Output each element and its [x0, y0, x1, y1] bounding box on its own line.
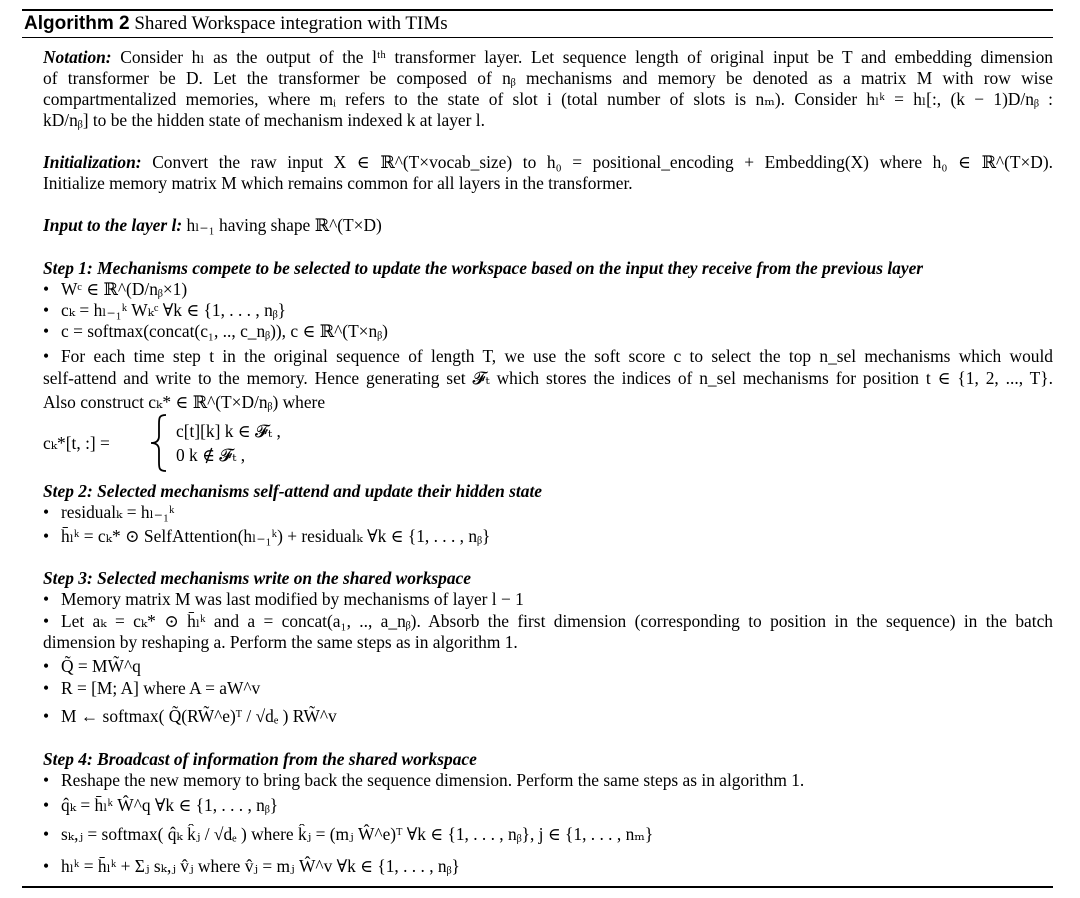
notation-line-4: kD/nᵦ] to be the hidden state of mechanism indexed k at layer l.: [43, 110, 485, 130]
case-2: 0 k ∉ 𝓕ₜ ,: [176, 445, 246, 465]
notation-line-1: Notation: Consider hₗ as the output of the lᵗʰ transformer layer. Let sequence length of original input be T and embedding dimension: [43, 47, 1053, 67]
step3-bullet-4: • R = [M; A] where A = aW^v: [43, 678, 261, 698]
step1-bullet-4-line-1: • For each time step t in the original sequence of length T, we use the soft score c to select the top n_sel mechanisms which would: [43, 346, 1053, 366]
step1-bullet-1: • Wᶜ ∈ ℝ^(D/nᵦ×1): [43, 279, 188, 299]
algorithm-label: Algorithm 2: [24, 13, 130, 34]
step4-bullet-4: • hₗᵏ = h̄ₗᵏ + Σⱼ sₖ,ⱼ v̂ⱼ where v̂ⱼ = mⱼ Ŵ^v ∀k ∈ {1, . . . , nᵦ}: [43, 856, 460, 876]
step3-bullet-5: • M ← softmax( Q̃(RW̃^e)ᵀ / √dₑ ) RW̃^v: [43, 706, 337, 726]
step2-bullet-1: • residualₖ = hₗ₋₁ᵏ: [43, 502, 175, 522]
step1-bullet-2: • cₖ = hₗ₋₁ᵏ Wₖᶜ ∀k ∈ {1, . . . , nᵦ}: [43, 300, 287, 320]
step3-bullet-3: • Q̃ = MW̃^q: [43, 656, 141, 676]
step3-bullet-2-line-1: • Let aₖ = cₖ* ⊙ h̄ₗᵏ and a = concat(a₁, .., a_nᵦ). Absorb the first dimension (corresponding to position in the sequence) in the batch: [43, 611, 1053, 631]
cases-lhs: cₖ*[t, :] =: [43, 433, 110, 453]
step3-bullet-1: • Memory matrix M was last modified by mechanisms of layer l − 1: [43, 589, 524, 609]
notation-heading: Notation:: [43, 47, 112, 67]
step4-heading: Step 4: Broadcast of information from the shared workspace: [43, 749, 477, 769]
bottom-rule: [22, 886, 1053, 888]
step2-bullet-2: • h̄ₗᵏ = cₖ* ⊙ SelfAttention(hₗ₋₁ᵏ) + residualₖ ∀k ∈ {1, . . . , nᵦ}: [43, 526, 491, 546]
step1-bullet-4-line-2: self-attend and write to the memory. Hence generating set 𝓕ₜ which stores the indices of n_sel mechanisms for position t ∈ {1, 2, ..., T}.: [43, 368, 1053, 388]
step1-bullet-3: • c = softmax(concat(c₁, .., c_nᵦ)), c ∈ ℝ^(T×nᵦ): [43, 321, 388, 341]
algorithm-title: [24, 11, 448, 37]
step4-bullet-2: • q̂ₖ = h̄ₗᵏ Ŵ^q ∀k ∈ {1, . . . , nᵦ}: [43, 795, 279, 815]
step3-heading: Step 3: Selected mechanisms write on the shared workspace: [43, 568, 471, 588]
step2-heading: Step 2: Selected mechanisms self-attend and update their hidden state: [43, 481, 543, 501]
initialization-heading: Initialization:: [43, 152, 142, 172]
input-heading: Input to the layer l:: [43, 215, 183, 235]
initialization-line-1: Initialization: Convert the raw input X ∈ ℝ^(T×vocab_size) to h₀ = positional_encoding + Embedding(X) where h₀ ∈ ℝ^(T×D).: [43, 152, 1053, 172]
left-brace-icon: [148, 414, 170, 472]
notation-line-3: compartmentalized memories, where mᵢ refers to the state of slot i (total number of slots is nₘ). Consider hₗᵏ = hₗ[:, (k − 1)D/nᵦ :: [43, 89, 1053, 109]
step1-heading: Step 1: Mechanisms compete to be selected to update the workspace based on the input they receive from the previous layer: [43, 258, 924, 278]
step1-bullet-4-line-3: Also construct cₖ* ∈ ℝ^(T×D/nᵦ) where: [43, 392, 326, 412]
input-line: Input to the layer l: hₗ₋₁ having shape ℝ^(T×D): [43, 215, 382, 235]
algorithm-name: Shared Workspace integration with TIMs: [134, 13, 448, 34]
title-rule: [22, 37, 1053, 38]
step4-bullet-1: • Reshape the new memory to bring back the sequence dimension. Perform the same steps as in algorithm 1.: [43, 770, 805, 790]
step4-bullet-3: • sₖ,ⱼ = softmax( q̂ₖ k̂ⱼ / √dₑ ) where k̂ⱼ = (mⱼ Ŵ^e)ᵀ ∀k ∈ {1, . . . , nᵦ}, j ∈ {1, . . . , nₘ}: [43, 824, 654, 844]
step3-bullet-2-line-2: dimension by reshaping a. Perform the same steps as in algorithm 1.: [43, 632, 518, 652]
notation-line-2: of transformer be D. Let the transformer be composed of nᵦ mechanisms and memory be denoted as a matrix M with row wise: [43, 68, 1053, 88]
initialization-line-2: Initialize memory matrix M which remains common for all layers in the transformer.: [43, 173, 633, 193]
piecewise-definition: [43, 414, 443, 474]
case-1: c[t][k] k ∈ 𝓕ₜ ,: [176, 421, 281, 441]
